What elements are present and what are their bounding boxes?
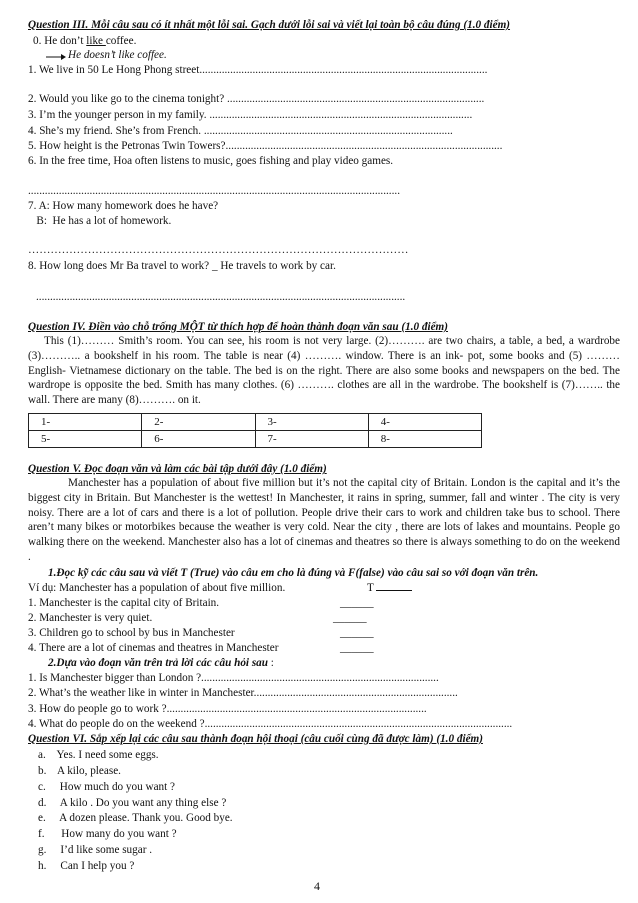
q6-item-a: a. Yes. I need some eggs. (38, 749, 159, 761)
arrow-right-icon (46, 52, 66, 60)
q5-example-answer-text: T (367, 582, 374, 594)
q6-item-d: d. A kilo . Do you want any thing else ? (38, 797, 227, 809)
q5-passage: Manchester has a population of about five million but it’s not the capital city of Britain. London is the capital and it’s the biggest city in Britain. But Manchester is the wettest! In Manchester, it rains in spring, summer, fall and winter . The city is very noisy. There are a lot of cars and there is a lot of pollution. People drive their cars to work and children take bus to school. There aren’t many bikes or motorbikes because the weather is very cold. Near the city , there are lots of lakes and mountains. People go walking there on the weekend. Manchester also has a lot of cinemas and theatres so there is always something to do on the weekend . (28, 477, 620, 563)
q5-tf-3: 3. Children go to school by bus in Manchester (28, 627, 235, 639)
q5-task-1: 1.Đọc kỹ các câu sau và viết T (True) vào câu em cho là đúng và F(false) vào câu sai so với đoạn văn trên. (48, 567, 539, 579)
q3-item-3: 3. I’m the younger person in my family. .............................................................................................. (28, 109, 473, 121)
q5-tf-2: 2. Manchester is very quiet. (28, 612, 153, 624)
q3-example-text-end: coffee. (105, 35, 137, 47)
q3-answer-line-6: ..................................................................................................................................... (28, 185, 400, 197)
q3-item-6: 6. In the free time, Hoa often listens to music, goes fishing and play video games. (28, 155, 394, 167)
q5-tf-4: 4. There are a lot of cinemas and theatres in Manchester (28, 642, 279, 654)
q6-item-g: g. I’d like some sugar . (38, 844, 153, 856)
q5-example-answer (367, 582, 412, 595)
q6-item-e: e. A dozen please. Thank you. Good bye. (38, 812, 233, 824)
q5-tf-blank-1[interactable]: ______ (340, 597, 374, 609)
table-row (29, 414, 482, 431)
q3-heading: Question III. Mỗi câu sau có ít nhất một lỗi sai. Gạch dưới lỗi sai và viết lại toàn bộ câu đúng (1.0 điểm) (28, 19, 511, 31)
q6-item-b: b. A kilo, please. (38, 765, 121, 777)
q5-task-2-colon: : (268, 657, 274, 669)
q5-example: Ví dụ: Manchester has a population of about five million. (28, 582, 286, 594)
q3-item-2: 2. Would you like go to the cinema tonight? ............................................................................................ (28, 93, 485, 105)
table-row (29, 431, 482, 448)
q4-passage: This (1)……… Smith’s room. You can see, his room is not very large. (2)………. are two chairs, a table, a bed, a wardrobe (3)……….. a bookshelf in his room. The table is near (4) ………. window. There is an ink- pot, some books and (5) ……… English- Vietnamese dictionary on the table. The bed is on the right. There are also some books and newspapers on the bed. The wardrope is opposite the bed. Smith has many clothes. (6) ………. clothes are all in the wardrobe. The bookshelf is (7)…….. the wall. There are many (8)………. on it. (28, 335, 620, 407)
q5-question-3: 3. How do people go to work ?............................................................................................. (28, 703, 427, 715)
q3-example-error: like (86, 35, 106, 47)
q3-item-7a: 7. A: How many homework does he have? (28, 200, 219, 212)
q5-tf-blank-3[interactable]: ______ (340, 627, 374, 639)
answer-cell-3[interactable]: 3- (255, 414, 368, 431)
q3-answer-line-8: .................................................................................................................................... (36, 291, 406, 303)
answer-cell-7[interactable]: 7- (255, 431, 368, 448)
q5-heading: Question V. Đọc đoạn văn và làm các bài tập dưới đây (1.0 điểm) (28, 463, 327, 475)
q5-tf-blank-4[interactable]: ______ (340, 642, 374, 654)
q5-task-2 (48, 657, 274, 670)
q6-item-f: f. How many do you want ? (38, 828, 177, 840)
q6-item-c: c. How much do you want ? (38, 781, 176, 793)
answer-cell-1[interactable]: 1- (29, 414, 142, 431)
q3-item-4: 4. She’s my friend. She’s from French. ......................................................................................... (28, 125, 453, 137)
q3-example-answer: He doesn’t like coffee. (68, 49, 167, 61)
q6-item-h: h. Can I help you ? (38, 860, 135, 872)
q5-tf-blank-2[interactable]: ______ (333, 612, 367, 624)
answer-cell-6[interactable]: 6- (142, 431, 255, 448)
q5-question-1: 1. Is Manchester bigger than London ?..................................................................................... (28, 672, 439, 684)
answer-underline (376, 590, 412, 591)
answer-cell-5[interactable]: 5- (29, 431, 142, 448)
q3-item-5: 5. How height is the Petronas Twin Towers?................................................................................................... (28, 140, 503, 152)
q5-tf-1: 1. Manchester is the capital city of Britain. (28, 597, 220, 609)
q3-example-text: 0. He don’t (33, 35, 87, 47)
q3-answer-line-7: ………………………………………………………………………………………… (28, 244, 409, 256)
q5-question-4: 4. What do people do on the weekend ?.............................................................................................................. (28, 718, 513, 730)
q3-item-1: 1. We live in 50 Le Hong Phong street....................................................................................................... (28, 64, 488, 76)
answer-cell-2[interactable]: 2- (142, 414, 255, 431)
q3-example (33, 35, 136, 48)
q4-heading: Question IV. Điền vào chỗ trống MỘT từ thích hợp để hoàn thành đoạn văn sau (1.0 điểm) (28, 321, 448, 333)
q3-item-7b: B: He has a lot of homework. (28, 215, 172, 227)
q3-item-8: 8. How long does Mr Ba travel to work? _ He travels to work by car. (28, 260, 336, 272)
q6-heading: Question VI. Sắp xếp lại các câu sau thành đoạn hội thoại (câu cuối cùng đã được làm) (1.0 điểm) (28, 733, 483, 745)
q5-task-2-text: 2.Dựa vào đoạn văn trên trả lời các câu hỏi sau (48, 657, 268, 669)
answer-cell-4[interactable]: 4- (368, 414, 481, 431)
q5-question-2: 2. What’s the weather like in winter in Manchester......................................................................... (28, 687, 458, 699)
q4-answer-table (28, 413, 482, 448)
answer-cell-8[interactable]: 8- (368, 431, 481, 448)
page-number: 4 (314, 879, 320, 893)
